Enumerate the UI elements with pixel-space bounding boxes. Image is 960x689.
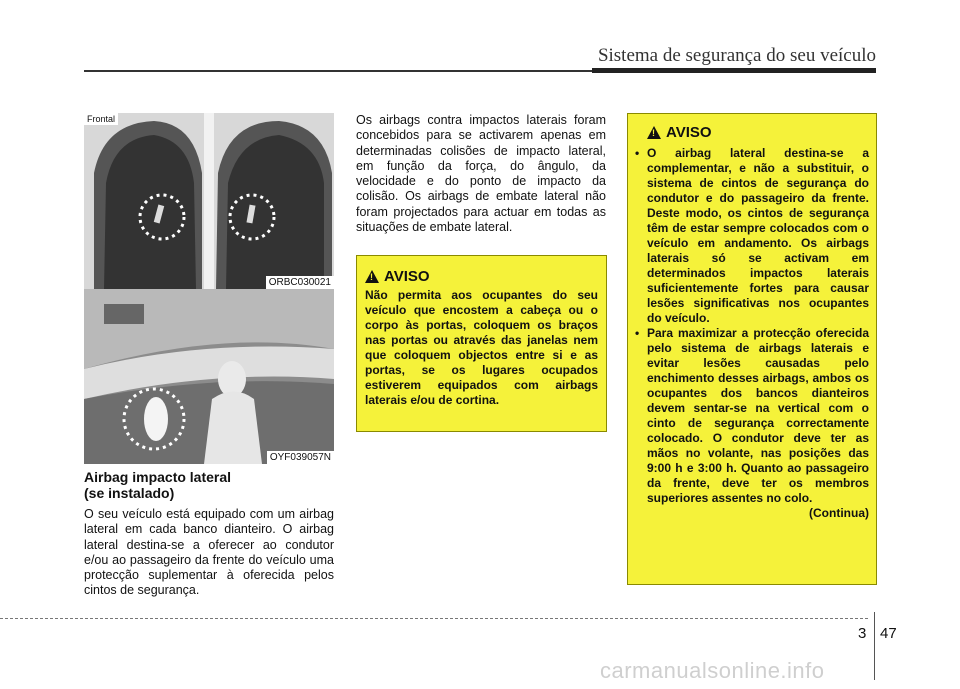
warning-title: ! AVISO [647,124,869,141]
watermark: carmanualsonline.info [600,658,825,683]
continued-label: (Continua) [809,506,869,520]
page-header-title: Sistema de segurança do seu veículo [597,45,876,66]
warning-icon [647,126,661,139]
list-item: • O airbag lateral destina-se a complementar, e não a substituir, o sistema de cintos de segurança do condutor e do passageiro da frente. Deste modo, os cintos de segurança têm de estar sempre colocados com o veículo em andamento. Os airbags laterais só se activam em determinados impactos laterais suficientemente fortes para causar lesões significativas nos ocupantes do veículo. [635,146,869,325]
warning-title: ! AVISO [365,268,598,285]
footer-rule [0,618,868,619]
list-item: • Para maximizar a protecção oferecida pelo sistema de airbags laterais e evitar lesões causadas pelo enchimento desses airbags, ambos os ocupantes dos bancos dianteiros devem sentar-se na vertical com o cinto de segurança correctamente colocado. O condutor deve ter as mãos no volante, nas posições das 9:00 h e 3:00 h. Quanto ao passageiro da frente, deve ter os membros superiores assentes no colo. [635,326,869,505]
image-code: ORBC030021 [266,276,334,289]
warning-icon [365,270,379,283]
header-rule [84,70,592,72]
section-heading: Airbag impacto lateral (se instalado) [84,469,232,501]
image-label-frontal: Frontal [84,113,118,125]
warning-box-right [627,113,877,585]
body-paragraph-2: Os airbags contra impactos laterais foram concebidos para se activarem apenas em determinadas colisões de impacto lateral, em função da força, do ângulo, da velocidade e do ponto de impacto da colisão. Os airbags de embate lateral não foram projectados para actuar em todas as situações de embate lateral. [356,113,606,235]
seat-airbag-image [84,113,334,289]
header-rule-thick [592,68,876,73]
warning-text: Não permita aos ocupantes do seu veículo que encostem a cabeça ou o corpo às portas, coloquem os braços nas portas ou através das janelas nem que coloquem objectos entre si e as portas, se os lugares ocupados estiverem equipados com airbags laterais e/ou de cortina. [365,288,598,407]
footer-divider [874,612,875,680]
interior-illustration [84,289,334,464]
seat-illustration [84,113,334,289]
curtain-airbag-image [84,289,334,464]
page-number: 47 [880,625,897,642]
warning-box-middle [356,255,607,432]
body-paragraph-1: O seu veículo está equipado com um airbag lateral em cada banco dianteiro. O airbag lateral destina-se a oferecer ao condutor e/ou ao passageiro da frente do veículo uma protecção suplementar à oferecida pelos cintos de segurança. [84,507,334,598]
warning-list [635,146,869,521]
image-code: OYF039057N [267,451,334,464]
chapter-number: 3 [858,625,867,642]
